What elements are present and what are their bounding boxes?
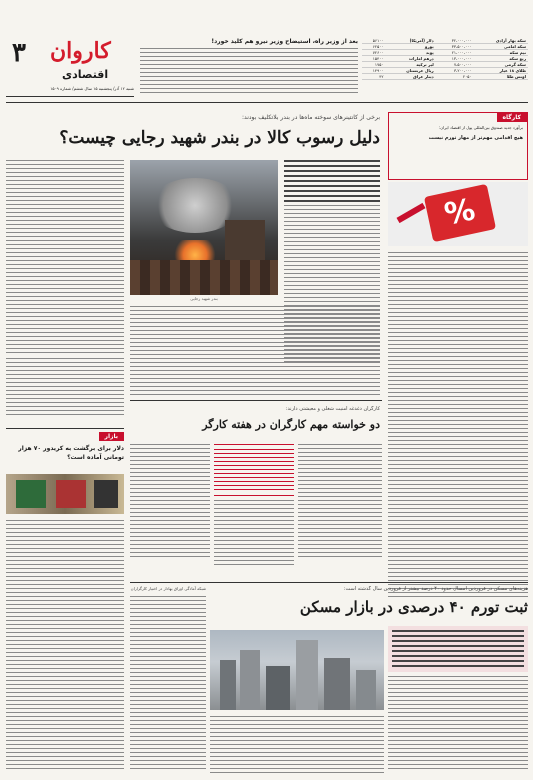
lower-left-kicker: شبکه آمادگی اوراق بهادار در اختیار کارگزاران [130,586,206,591]
market-body [6,520,124,772]
housing-kicker: هزینه‌های مسکن در فروردین امسال حدود ۴۰ درصد بیشتر از فروردین سال گذشته است: [343,586,528,592]
rates-cell: ۱۳،۰۰۰،۰۰۰ [436,56,474,62]
housing-left-col [130,596,206,632]
main-kicker: برخی از کانتینرهای سوخته ماه‌ها در بندر بلاتکلیف بودند: [242,114,380,121]
date-line: شنبه ۱۲ آذر/ پنجشنبه ۱۵ سال ششم/ شماره ۱۵۰۹ [50,86,134,91]
sidebar-body [388,252,528,600]
rates-cell: نیم سکه [474,50,528,56]
main-story-col-1 [6,160,124,356]
page-number: ۳ [12,38,26,68]
worker-pullquote [214,444,294,496]
masthead [6,38,134,94]
top-divider [6,102,528,103]
housing-divider [130,582,528,583]
worker-col-1 [130,444,210,560]
rates-cell: طلای ۱۸ عیار [474,68,528,74]
rates-cell: ۵۶۱۰۰ [362,38,386,44]
rates-cell: پوند [386,50,436,56]
top-news-title[interactable]: بعد از وزیر راه، استیضاح وزیر نیرو هم کلید خورد! [211,38,358,45]
sidebar-text: برآورد جدید صندوق بین‌المللی پول از اقتصاد ایران: [438,125,523,130]
rates-cell: ۱۴۹۰۰ [362,68,386,74]
masthead-divider [6,96,134,97]
housing-headline[interactable]: ثبت تورم ۴۰ درصدی در بازار مسکن [299,598,528,616]
sidebar-label: کارگاه [497,113,527,122]
brand-logo: کاروان [50,38,111,64]
rates-cell: اونس طلا [474,74,528,80]
rates-cell: یورو [386,44,436,50]
rates-cell: لیر ترکیه [386,62,436,68]
rates-row [362,74,528,80]
sidebar-headline[interactable]: هیچ اقدامی مهم‌تر از مهار تورم نیست [428,135,523,141]
rates-cell: ۲۰۵۰ [436,74,474,80]
rates-cell: دلار (آمریکا) [386,38,436,44]
percent-icon: % [424,184,496,242]
housing-highlight [388,626,528,672]
inflation-graphic [388,182,528,246]
main-story-col-3 [130,306,380,398]
rates-cell: ۲۱،۰۰۰،۰۰۰ [436,50,474,56]
rates-cell: ۱۵۴۰۰ [362,56,386,62]
sidebar-box [388,112,528,180]
housing-mid-col [130,632,206,772]
market-label: بازار [99,432,124,441]
rates-cell: ۱۷۵۰ [362,62,386,68]
rates-cell: ۶۲۵۰۰ [362,44,386,50]
rates-cell: دینار عراق [386,74,436,80]
rates-cell: ۷۲۶۰۰ [362,50,386,56]
worker-divider [130,400,382,401]
worker-kicker: کارگران دغدغه امنیت شغلی و معیشتی دارند: [285,406,380,412]
rates-cell: ۴۲ [362,74,386,80]
arrow-up-icon [397,203,426,223]
worker-headline[interactable]: دو خواسته مهم کارگران در هفته کارگر [202,418,380,431]
rates-cell: ربع سکه [474,56,528,62]
housing-bottom-col [210,716,384,776]
main-photo-caption: بندر شهید رجایی [190,296,218,301]
main-photo [130,160,278,295]
worker-col-2 [214,500,294,568]
rates-cell: درهم امارات [386,56,436,62]
market-box [6,432,124,472]
market-headline[interactable]: دلار برای برگشت به کریدور ۷۰ هزار تومانی آماده است؟ [18,445,124,461]
main-story-col-4 [6,358,124,418]
market-photo [6,474,124,514]
rates-cell: ۳،۲۰۰،۰۰۰ [436,68,474,74]
rates-cell: سکه بهار آزادی [474,38,528,44]
section-name: اقتصادی [62,68,109,81]
worker-col-3 [298,444,382,560]
rates-cell: ۷،۵۰۰،۰۰۰ [436,62,474,68]
rates-cell: ۳۳،۵۰۰،۰۰۰ [436,44,474,50]
top-news [140,38,358,100]
top-news-body [140,48,358,96]
main-headline[interactable]: دلیل رسوب کالا در بندر شهید رجایی چیست؟ [59,128,380,148]
rates-cell: ریال عربستان [386,68,436,74]
rates-cell: سکه گرمی [474,62,528,68]
housing-photo [210,630,384,710]
rates-cell: ۳۲،۰۰۰،۰۰۰ [436,38,474,44]
market-divider [6,428,124,429]
rates-table [362,38,528,100]
rates-cell: سکه امامی [474,44,528,50]
housing-right-col [388,676,528,772]
